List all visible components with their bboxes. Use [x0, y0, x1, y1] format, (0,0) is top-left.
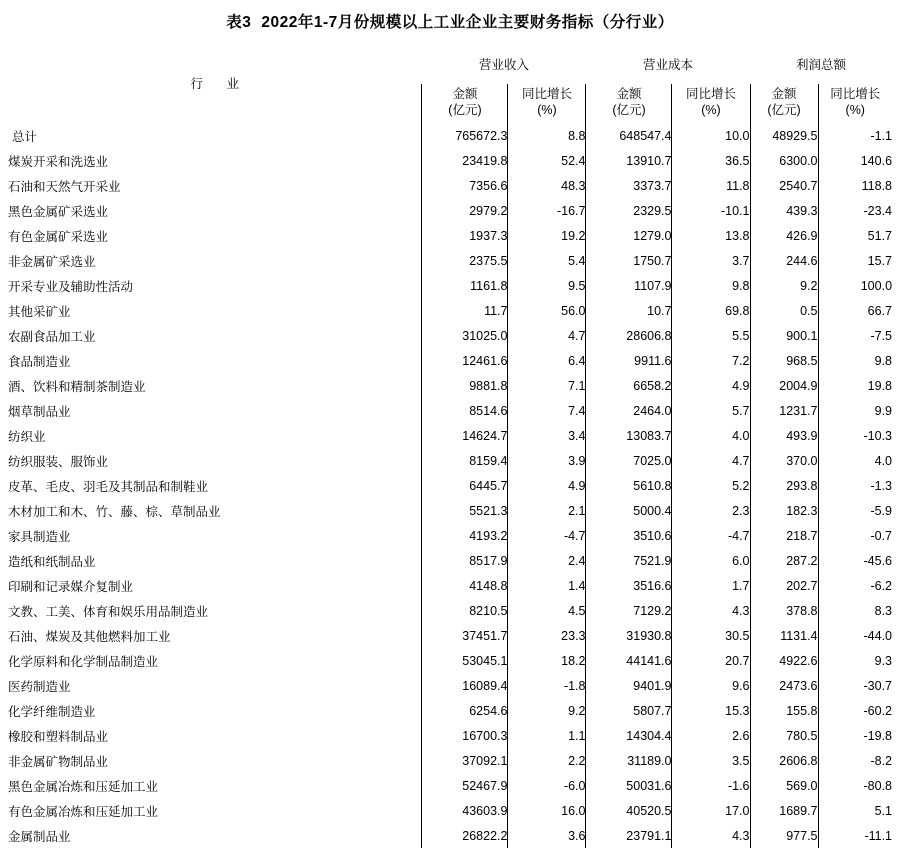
- cell-revenue-amount: 6445.7: [422, 473, 508, 498]
- cell-profit-growth: 66.7: [818, 298, 892, 323]
- cell-profit-amount: 569.0: [750, 773, 818, 798]
- table-row: [8, 798, 892, 823]
- cell-cost-growth: 3.7: [672, 248, 750, 273]
- cell-cost-growth: 3.5: [672, 748, 750, 773]
- cell-revenue-growth: 19.2: [508, 223, 586, 248]
- cell-cost-amount: 23791.1: [586, 823, 672, 848]
- cell-profit-amount: 968.5: [750, 348, 818, 373]
- cell-revenue-growth: 9.2: [508, 698, 586, 723]
- cell-profit-growth: -44.0: [818, 623, 892, 648]
- cell-revenue-growth: 9.5: [508, 273, 586, 298]
- cell-profit-amount: 780.5: [750, 723, 818, 748]
- cell-revenue-amount: 8514.6: [422, 398, 508, 423]
- cell-profit-growth: 19.8: [818, 373, 892, 398]
- cell-revenue-growth: 8.8: [508, 122, 586, 148]
- cell-profit-amount: 2606.8: [750, 748, 818, 773]
- cell-profit-growth: -6.2: [818, 573, 892, 598]
- table-row: [8, 273, 892, 298]
- row-industry-name: 非金属矿采选业: [7, 254, 96, 269]
- cell-revenue-amount: 12461.6: [422, 348, 508, 373]
- cell-profit-growth: 100.0: [818, 273, 892, 298]
- row-industry-name: 食品制造业: [7, 354, 71, 369]
- table-row: [8, 248, 892, 273]
- cell-profit-amount: 155.8: [750, 698, 818, 723]
- cell-profit-growth: -19.8: [818, 723, 892, 748]
- cell-revenue-growth: 7.4: [508, 398, 586, 423]
- cell-profit-growth: -80.8: [818, 773, 892, 798]
- cell-cost-growth: 2.3: [672, 498, 750, 523]
- cell-profit-amount: 9.2: [750, 273, 818, 298]
- cell-revenue-growth: 4.9: [508, 473, 586, 498]
- cell-cost-amount: 7129.2: [586, 598, 672, 623]
- cell-cost-amount: 13083.7: [586, 423, 672, 448]
- cell-cost-amount: 44141.6: [586, 648, 672, 673]
- cell-profit-amount: 977.5: [750, 823, 818, 848]
- cell-cost-amount: 50031.6: [586, 773, 672, 798]
- cell-revenue-amount: 43603.9: [422, 798, 508, 823]
- cell-profit-amount: 218.7: [750, 523, 818, 548]
- cell-cost-growth: 6.0: [672, 548, 750, 573]
- cell-cost-amount: 10.7: [586, 298, 672, 323]
- cell-revenue-amount: 8210.5: [422, 598, 508, 623]
- cell-profit-amount: 900.1: [750, 323, 818, 348]
- cell-profit-growth: 15.7: [818, 248, 892, 273]
- cell-revenue-growth: -6.0: [508, 773, 586, 798]
- cell-cost-growth: 1.7: [672, 573, 750, 598]
- cell-cost-growth: 17.0: [672, 798, 750, 823]
- row-industry-name: 印刷和记录媒介复制业: [7, 579, 133, 594]
- cell-revenue-growth: -4.7: [508, 523, 586, 548]
- cell-profit-growth: -1.3: [818, 473, 892, 498]
- column-header-profit-amount: 金额 (亿元): [750, 84, 818, 122]
- column-group-operating-cost: 营业成本: [642, 58, 693, 72]
- cell-cost-amount: 1279.0: [586, 223, 672, 248]
- cell-cost-amount: 5807.7: [586, 698, 672, 723]
- column-header-industry: 行 业: [190, 77, 249, 91]
- table-row: [8, 748, 892, 773]
- cell-cost-amount: 28606.8: [586, 323, 672, 348]
- table-row: [8, 323, 892, 348]
- cell-profit-growth: 140.6: [818, 148, 892, 173]
- cell-cost-amount: 5000.4: [586, 498, 672, 523]
- cell-revenue-amount: 7356.6: [422, 173, 508, 198]
- cell-revenue-amount: 26822.2: [422, 823, 508, 848]
- cell-revenue-amount: 31025.0: [422, 323, 508, 348]
- cell-revenue-amount: 2979.2: [422, 198, 508, 223]
- cell-revenue-amount: 8517.9: [422, 548, 508, 573]
- cell-cost-amount: 648547.4: [586, 122, 672, 148]
- row-industry-name: 石油、煤炭及其他燃料加工业: [7, 629, 171, 644]
- table-row: [8, 398, 892, 423]
- row-industry-name: 纺织业: [7, 429, 46, 444]
- cell-revenue-growth: 6.4: [508, 348, 586, 373]
- cell-cost-amount: 3373.7: [586, 173, 672, 198]
- cell-profit-growth: 9.8: [818, 348, 892, 373]
- cell-profit-amount: 1689.7: [750, 798, 818, 823]
- table-row: [8, 723, 892, 748]
- cell-cost-growth: 5.7: [672, 398, 750, 423]
- cell-revenue-amount: 37092.1: [422, 748, 508, 773]
- cell-profit-amount: 2473.6: [750, 673, 818, 698]
- cell-profit-amount: 182.3: [750, 498, 818, 523]
- cell-profit-growth: -60.2: [818, 698, 892, 723]
- row-industry-name: 纺织服装、服饰业: [7, 454, 108, 469]
- cell-profit-amount: 2004.9: [750, 373, 818, 398]
- cell-cost-amount: 1750.7: [586, 248, 672, 273]
- cell-revenue-amount: 9881.8: [422, 373, 508, 398]
- cell-cost-amount: 7025.0: [586, 448, 672, 473]
- cell-revenue-amount: 8159.4: [422, 448, 508, 473]
- row-industry-name: 黑色金属矿采选业: [7, 204, 108, 219]
- row-industry-name: 非金属矿物制品业: [7, 754, 108, 769]
- cell-cost-growth: 7.2: [672, 348, 750, 373]
- financial-indicators-table: [8, 44, 892, 848]
- cell-profit-amount: 6300.0: [750, 148, 818, 173]
- cell-revenue-growth: -16.7: [508, 198, 586, 223]
- row-industry-name: 开采专业及辅助性活动: [7, 279, 133, 294]
- row-industry-name: 医药制造业: [7, 679, 71, 694]
- cell-cost-amount: 7521.9: [586, 548, 672, 573]
- cell-cost-growth: 30.5: [672, 623, 750, 648]
- cell-profit-growth: 8.3: [818, 598, 892, 623]
- cell-profit-amount: 287.2: [750, 548, 818, 573]
- cell-profit-amount: 378.8: [750, 598, 818, 623]
- cell-revenue-growth: 18.2: [508, 648, 586, 673]
- row-industry-name: 化学原料和化学制品制造业: [7, 654, 158, 669]
- cell-revenue-growth: 7.1: [508, 373, 586, 398]
- cell-profit-growth: -1.1: [818, 122, 892, 148]
- cell-revenue-amount: 53045.1: [422, 648, 508, 673]
- table-header-group-row: [8, 44, 892, 84]
- cell-revenue-growth: -1.8: [508, 673, 586, 698]
- cell-profit-growth: 51.7: [818, 223, 892, 248]
- table-row: [8, 298, 892, 323]
- table-row: [8, 648, 892, 673]
- row-industry-name: 造纸和纸制品业: [7, 554, 96, 569]
- cell-revenue-growth: 1.4: [508, 573, 586, 598]
- column-header-cost-amount: 金额 (亿元): [586, 84, 672, 122]
- row-industry-name: 黑色金属冶炼和压延加工业: [7, 779, 158, 794]
- cell-profit-amount: 244.6: [750, 248, 818, 273]
- cell-profit-growth: 9.3: [818, 648, 892, 673]
- table-row: [8, 423, 892, 448]
- table-row: [8, 623, 892, 648]
- cell-cost-amount: 6658.2: [586, 373, 672, 398]
- cell-cost-amount: 31189.0: [586, 748, 672, 773]
- row-industry-name: 酒、饮料和精制茶制造业: [7, 379, 146, 394]
- cell-revenue-growth: 4.5: [508, 598, 586, 623]
- column-header-cost-growth: 同比增长 (%): [672, 84, 750, 122]
- table-row: [8, 173, 892, 198]
- cell-profit-growth: -23.4: [818, 198, 892, 223]
- cell-profit-growth: -10.3: [818, 423, 892, 448]
- cell-cost-amount: 3510.6: [586, 523, 672, 548]
- cell-cost-growth: 20.7: [672, 648, 750, 673]
- row-industry-name: 煤炭开采和洗选业: [7, 154, 108, 169]
- cell-profit-growth: 5.1: [818, 798, 892, 823]
- cell-revenue-amount: 23419.8: [422, 148, 508, 173]
- cell-revenue-amount: 6254.6: [422, 698, 508, 723]
- table-row: [8, 198, 892, 223]
- cell-profit-growth: -7.5: [818, 323, 892, 348]
- cell-profit-growth: -0.7: [818, 523, 892, 548]
- table-row: [8, 548, 892, 573]
- cell-revenue-growth: 2.4: [508, 548, 586, 573]
- cell-revenue-amount: 4148.8: [422, 573, 508, 598]
- cell-cost-amount: 13910.7: [586, 148, 672, 173]
- cell-revenue-growth: 2.1: [508, 498, 586, 523]
- cell-revenue-amount: 14624.7: [422, 423, 508, 448]
- table-header: [8, 44, 892, 122]
- cell-profit-amount: 4922.6: [750, 648, 818, 673]
- cell-cost-growth: 4.3: [672, 823, 750, 848]
- cell-revenue-growth: 3.6: [508, 823, 586, 848]
- cell-revenue-growth: 3.4: [508, 423, 586, 448]
- cell-cost-growth: 10.0: [672, 122, 750, 148]
- cell-cost-amount: 9401.9: [586, 673, 672, 698]
- table-row: [8, 823, 892, 848]
- cell-cost-amount: 14304.4: [586, 723, 672, 748]
- cell-revenue-amount: 4193.2: [422, 523, 508, 548]
- cell-cost-growth: 9.6: [672, 673, 750, 698]
- row-industry-name: 石油和天然气开采业: [7, 179, 121, 194]
- table-number: 表3: [226, 14, 252, 31]
- column-header-revenue-growth: 同比增长 (%): [508, 84, 586, 122]
- cell-revenue-amount: 1937.3: [422, 223, 508, 248]
- cell-revenue-amount: 37451.7: [422, 623, 508, 648]
- table-row: [8, 698, 892, 723]
- cell-profit-amount: 293.8: [750, 473, 818, 498]
- row-industry-name: 家具制造业: [7, 529, 71, 544]
- table-row: [8, 498, 892, 523]
- cell-cost-growth: 2.6: [672, 723, 750, 748]
- cell-profit-amount: 439.3: [750, 198, 818, 223]
- cell-revenue-growth: 48.3: [508, 173, 586, 198]
- cell-profit-amount: 1231.7: [750, 398, 818, 423]
- cell-cost-growth: 4.7: [672, 448, 750, 473]
- cell-profit-amount: 2540.7: [750, 173, 818, 198]
- cell-cost-growth: 5.2: [672, 473, 750, 498]
- table-row: [8, 673, 892, 698]
- cell-profit-growth: -8.2: [818, 748, 892, 773]
- row-industry-name: 总计: [11, 129, 37, 144]
- table-row: [8, 223, 892, 248]
- cell-profit-growth: -30.7: [818, 673, 892, 698]
- row-industry-name: 有色金属冶炼和压延加工业: [7, 804, 158, 819]
- cell-profit-growth: 118.8: [818, 173, 892, 198]
- cell-profit-growth: -11.1: [818, 823, 892, 848]
- cell-profit-amount: 48929.5: [750, 122, 818, 148]
- cell-profit-amount: 202.7: [750, 573, 818, 598]
- table-title-text: 2022年1-7月份规模以上工业企业主要财务指标（分行业）: [261, 14, 674, 31]
- table-row: [8, 523, 892, 548]
- cell-cost-growth: 36.5: [672, 148, 750, 173]
- table-row: [8, 773, 892, 798]
- cell-cost-amount: 40520.5: [586, 798, 672, 823]
- cell-cost-growth: -1.6: [672, 773, 750, 798]
- row-industry-name: 皮革、毛皮、羽毛及其制品和制鞋业: [7, 479, 208, 494]
- table-row: [8, 448, 892, 473]
- cell-cost-growth: 9.8: [672, 273, 750, 298]
- cell-revenue-growth: 16.0: [508, 798, 586, 823]
- cell-cost-amount: 2464.0: [586, 398, 672, 423]
- table-row: [8, 348, 892, 373]
- cell-revenue-amount: 2375.5: [422, 248, 508, 273]
- cell-cost-growth: 15.3: [672, 698, 750, 723]
- row-industry-name: 化学纤维制造业: [7, 704, 96, 719]
- cell-profit-amount: 370.0: [750, 448, 818, 473]
- cell-cost-growth: 69.8: [672, 298, 750, 323]
- cell-revenue-amount: 1161.8: [422, 273, 508, 298]
- row-industry-name: 金属制品业: [7, 829, 71, 844]
- cell-cost-growth: 4.3: [672, 598, 750, 623]
- column-group-total-profit: 利润总额: [796, 58, 847, 72]
- cell-cost-amount: 3516.6: [586, 573, 672, 598]
- cell-profit-amount: 1131.4: [750, 623, 818, 648]
- column-header-revenue-amount: 金额 (亿元): [422, 84, 508, 122]
- cell-revenue-growth: 52.4: [508, 148, 586, 173]
- table-row: [8, 122, 892, 148]
- cell-revenue-growth: 56.0: [508, 298, 586, 323]
- table-row: [8, 473, 892, 498]
- cell-profit-growth: 9.9: [818, 398, 892, 423]
- cell-revenue-amount: 11.7: [422, 298, 508, 323]
- row-industry-name: 文教、工美、体育和娱乐用品制造业: [7, 604, 208, 619]
- table-row: [8, 148, 892, 173]
- cell-profit-amount: 0.5: [750, 298, 818, 323]
- column-group-operating-revenue: 营业收入: [478, 58, 529, 72]
- cell-cost-amount: 5610.8: [586, 473, 672, 498]
- cell-revenue-growth: 23.3: [508, 623, 586, 648]
- table-row: [8, 598, 892, 623]
- table-body: [8, 122, 892, 848]
- cell-revenue-growth: 5.4: [508, 248, 586, 273]
- cell-cost-growth: 4.9: [672, 373, 750, 398]
- cell-revenue-amount: 765672.3: [422, 122, 508, 148]
- cell-cost-growth: -10.1: [672, 198, 750, 223]
- cell-cost-amount: 2329.5: [586, 198, 672, 223]
- row-industry-name: 橡胶和塑料制品业: [7, 729, 108, 744]
- row-industry-name: 有色金属矿采选业: [7, 229, 108, 244]
- row-industry-name: 烟草制品业: [7, 404, 71, 419]
- cell-profit-amount: 493.9: [750, 423, 818, 448]
- cell-profit-growth: -5.9: [818, 498, 892, 523]
- cell-profit-growth: 4.0: [818, 448, 892, 473]
- cell-revenue-growth: 2.2: [508, 748, 586, 773]
- row-industry-name: 农副食品加工业: [7, 329, 96, 344]
- cell-cost-growth: 11.8: [672, 173, 750, 198]
- cell-cost-amount: 9911.6: [586, 348, 672, 373]
- cell-cost-growth: 4.0: [672, 423, 750, 448]
- table-row: [8, 373, 892, 398]
- cell-revenue-amount: 5521.3: [422, 498, 508, 523]
- cell-cost-amount: 31930.8: [586, 623, 672, 648]
- cell-revenue-growth: 1.1: [508, 723, 586, 748]
- cell-profit-growth: -45.6: [818, 548, 892, 573]
- cell-revenue-growth: 3.9: [508, 448, 586, 473]
- row-industry-name: 其他采矿业: [7, 304, 71, 319]
- cell-profit-amount: 426.9: [750, 223, 818, 248]
- cell-revenue-amount: 16700.3: [422, 723, 508, 748]
- page-title: [0, 0, 900, 44]
- cell-revenue-amount: 52467.9: [422, 773, 508, 798]
- cell-cost-growth: 5.5: [672, 323, 750, 348]
- row-industry-name: 木材加工和木、竹、藤、棕、草制品业: [7, 504, 221, 519]
- table-row: [8, 573, 892, 598]
- cell-revenue-growth: 4.7: [508, 323, 586, 348]
- column-header-profit-growth: 同比增长 (%): [818, 84, 892, 122]
- cell-cost-growth: -4.7: [672, 523, 750, 548]
- cell-revenue-amount: 16089.4: [422, 673, 508, 698]
- cell-cost-growth: 13.8: [672, 223, 750, 248]
- cell-cost-amount: 1107.9: [586, 273, 672, 298]
